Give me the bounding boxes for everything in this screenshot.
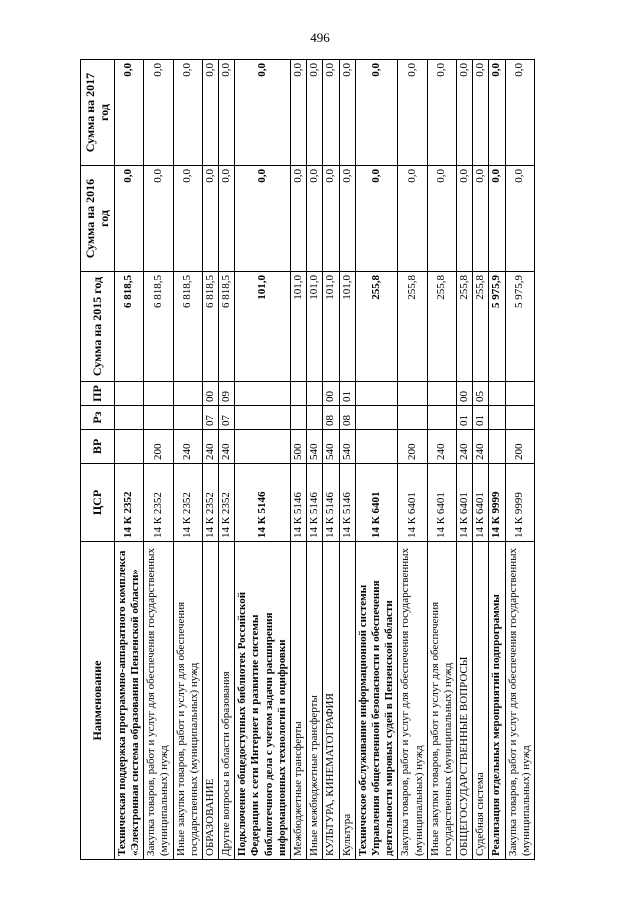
cell-sum-2016: 0,0: [489, 166, 505, 272]
cell-csr: 14 К 6401: [427, 464, 456, 542]
cell-sum-2017: 0,0: [235, 60, 291, 166]
cell-rz: 08: [339, 406, 355, 430]
header-pr: ПР: [81, 382, 115, 406]
cell-csr: 14 К 6401: [473, 464, 489, 542]
cell-sum-2016: 0,0: [114, 166, 143, 272]
cell-csr: 14 К 5146: [323, 464, 339, 542]
cell-sum-2017: 0,0: [339, 60, 355, 166]
cell-sum-2015: 101,0: [323, 272, 339, 382]
cell-sum-2015: 5 975,9: [489, 272, 505, 382]
cell-pr: 00: [457, 382, 473, 406]
cell-sum-2015: 255,8: [457, 272, 473, 382]
cell-sum-2017: 0,0: [398, 60, 427, 166]
table-row: [427, 60, 456, 860]
cell-rz: [398, 406, 427, 430]
cell-csr: 14 К 5146: [235, 464, 291, 542]
cell-pr: [291, 382, 307, 406]
cell-rz: 07: [202, 406, 218, 430]
cell-sum-2015: 6 818,5: [144, 272, 173, 382]
cell-rz: [144, 406, 173, 430]
cell-csr: 14 К 5146: [307, 464, 323, 542]
table-row: [202, 60, 218, 860]
cell-pr: [144, 382, 173, 406]
cell-csr: 14 К 9999: [505, 464, 534, 542]
cell-sum-2016: 0,0: [219, 166, 235, 272]
cell-pr: [355, 382, 398, 406]
cell-sum-2016: 0,0: [202, 166, 218, 272]
cell-rz: 01: [473, 406, 489, 430]
cell-rz: [235, 406, 291, 430]
cell-vr: [489, 430, 505, 464]
table-row: [114, 60, 143, 860]
table-row: [339, 60, 355, 860]
cell-sum-2016: 0,0: [505, 166, 534, 272]
cell-vr: 540: [323, 430, 339, 464]
cell-sum-2016: 0,0: [291, 166, 307, 272]
cell-rz: [489, 406, 505, 430]
table-row: [219, 60, 235, 860]
cell-pr: [505, 382, 534, 406]
cell-name: Межбюджетные трансферты: [291, 542, 307, 860]
cell-rz: [114, 406, 143, 430]
cell-name: Иные закупки товаров, работ и услуг для обеспечения государственных (муниципальных) нужд: [427, 542, 456, 860]
cell-sum-2016: 0,0: [355, 166, 398, 272]
table-header-row: [81, 60, 115, 860]
header-sum-2017: Сумма на 2017 год: [81, 60, 115, 166]
cell-vr: 540: [307, 430, 323, 464]
cell-name: Закупка товаров, работ и услуг для обеспечения государственных (муниципальных) нужд: [144, 542, 173, 860]
cell-csr: 14 К 2352: [219, 464, 235, 542]
cell-csr: 14 К 6401: [457, 464, 473, 542]
table-row: [457, 60, 473, 860]
cell-csr: 14 К 6401: [398, 464, 427, 542]
table-row: [473, 60, 489, 860]
cell-sum-2015: 101,0: [235, 272, 291, 382]
cell-vr: [235, 430, 291, 464]
cell-sum-2017: 0,0: [323, 60, 339, 166]
cell-sum-2017: 0,0: [307, 60, 323, 166]
table-body: [114, 60, 534, 860]
cell-sum-2016: 0,0: [398, 166, 427, 272]
cell-sum-2017: 0,0: [173, 60, 202, 166]
table-row: [489, 60, 505, 860]
cell-sum-2015: 255,8: [427, 272, 456, 382]
cell-sum-2017: 0,0: [489, 60, 505, 166]
cell-csr: 14 К 2352: [202, 464, 218, 542]
cell-sum-2016: 0,0: [339, 166, 355, 272]
cell-name: Иные закупки товаров, работ и услуг для обеспечения государственных (муниципальных) нужд: [173, 542, 202, 860]
cell-sum-2016: 0,0: [144, 166, 173, 272]
cell-vr: 240: [457, 430, 473, 464]
cell-vr: 240: [173, 430, 202, 464]
cell-vr: 200: [144, 430, 173, 464]
cell-vr: 240: [473, 430, 489, 464]
cell-vr: 240: [219, 430, 235, 464]
table-row: [291, 60, 307, 860]
cell-sum-2017: 0,0: [457, 60, 473, 166]
table-row: [355, 60, 398, 860]
page-number: 496: [310, 30, 330, 45]
cell-csr: 14 К 2352: [144, 464, 173, 542]
cell-csr: 14 К 9999: [489, 464, 505, 542]
cell-pr: [173, 382, 202, 406]
cell-name: КУЛЬТУРА, КИНЕМАТОГРАФИЯ: [323, 542, 339, 860]
cell-csr: 14 К 6401: [355, 464, 398, 542]
cell-name: ОБЩЕГОСУДАРСТВЕННЫЕ ВОПРОСЫ: [457, 542, 473, 860]
cell-sum-2015: 5 975,9: [505, 272, 534, 382]
cell-pr: [427, 382, 456, 406]
cell-name: Реализация отдельных мероприятий подпрограммы: [489, 542, 505, 860]
cell-vr: 200: [398, 430, 427, 464]
cell-vr: 200: [505, 430, 534, 464]
table-row: [323, 60, 339, 860]
cell-vr: 240: [427, 430, 456, 464]
cell-pr: 05: [473, 382, 489, 406]
cell-sum-2017: 0,0: [219, 60, 235, 166]
cell-sum-2015: 6 818,5: [219, 272, 235, 382]
cell-name: Судебная система: [473, 542, 489, 860]
cell-name: Другие вопросы в области образования: [219, 542, 235, 860]
cell-csr: 14 К 5146: [339, 464, 355, 542]
cell-sum-2017: 0,0: [355, 60, 398, 166]
cell-sum-2016: 0,0: [173, 166, 202, 272]
cell-pr: 00: [202, 382, 218, 406]
cell-sum-2016: 0,0: [307, 166, 323, 272]
cell-name: Техническое обслуживание информационной системы Управления общественной безопасности и обеспечения деятельности мировых судей в Пензенской области: [355, 542, 398, 860]
cell-sum-2015: 255,8: [473, 272, 489, 382]
cell-name: Культура: [339, 542, 355, 860]
cell-sum-2016: 0,0: [473, 166, 489, 272]
budget-table: [80, 59, 535, 860]
cell-name: Закупка товаров, работ и услуг для обеспечения государственных (муниципальных) нужд: [505, 542, 534, 860]
cell-pr: [235, 382, 291, 406]
cell-pr: [489, 382, 505, 406]
rotated-table-container: [80, 60, 640, 860]
cell-rz: [173, 406, 202, 430]
cell-vr: [355, 430, 398, 464]
cell-rz: 07: [219, 406, 235, 430]
cell-sum-2015: 101,0: [307, 272, 323, 382]
cell-vr: 540: [339, 430, 355, 464]
cell-pr: 01: [339, 382, 355, 406]
cell-sum-2016: 0,0: [457, 166, 473, 272]
table-row: [505, 60, 534, 860]
cell-vr: 500: [291, 430, 307, 464]
cell-sum-2016: 0,0: [427, 166, 456, 272]
header-name: Наименование: [81, 542, 115, 860]
cell-name: Подключение общедоступных библиотек Российской Федерации к сети Интернет и развитие системы библиотечного дела с учетом задачи расширения информационных технологий и оцифровки: [235, 542, 291, 860]
cell-sum-2016: 0,0: [323, 166, 339, 272]
cell-sum-2017: 0,0: [427, 60, 456, 166]
table-row: [307, 60, 323, 860]
cell-rz: 08: [323, 406, 339, 430]
cell-sum-2017: 0,0: [144, 60, 173, 166]
header-sum-2015: Сумма на 2015 год: [81, 272, 115, 382]
cell-rz: [307, 406, 323, 430]
cell-pr: [307, 382, 323, 406]
cell-rz: [291, 406, 307, 430]
cell-name: Иные межбюджетные трансферты: [307, 542, 323, 860]
table-row: [173, 60, 202, 860]
header-rz: Рз: [81, 406, 115, 430]
cell-pr: 00: [323, 382, 339, 406]
cell-sum-2015: 6 818,5: [114, 272, 143, 382]
cell-sum-2017: 0,0: [505, 60, 534, 166]
cell-vr: 240: [202, 430, 218, 464]
cell-sum-2015: 6 818,5: [202, 272, 218, 382]
cell-csr: 14 К 2352: [173, 464, 202, 542]
cell-name: ОБРАЗОВАНИЕ: [202, 542, 218, 860]
cell-name: Закупка товаров, работ и услуг для обеспечения государственных (муниципальных) нужд: [398, 542, 427, 860]
cell-name: Техническая поддержка программно-аппаратного комплекса «Электронная система образования Пензенской области»: [114, 542, 143, 860]
cell-sum-2017: 0,0: [291, 60, 307, 166]
cell-rz: 01: [457, 406, 473, 430]
cell-sum-2017: 0,0: [114, 60, 143, 166]
cell-sum-2015: 6 818,5: [173, 272, 202, 382]
cell-sum-2016: 0,0: [235, 166, 291, 272]
header-csr: ЦСР: [81, 464, 115, 542]
cell-sum-2015: 255,8: [355, 272, 398, 382]
cell-rz: [355, 406, 398, 430]
cell-sum-2015: 255,8: [398, 272, 427, 382]
cell-pr: [114, 382, 143, 406]
cell-pr: [398, 382, 427, 406]
cell-pr: 09: [219, 382, 235, 406]
cell-csr: 14 К 2352: [114, 464, 143, 542]
cell-csr: 14 К 5146: [291, 464, 307, 542]
cell-vr: [114, 430, 143, 464]
table-row: [398, 60, 427, 860]
table-row: [144, 60, 173, 860]
cell-sum-2015: 101,0: [339, 272, 355, 382]
cell-sum-2015: 101,0: [291, 272, 307, 382]
table-row: [235, 60, 291, 860]
cell-rz: [505, 406, 534, 430]
cell-rz: [427, 406, 456, 430]
cell-sum-2017: 0,0: [202, 60, 218, 166]
cell-sum-2017: 0,0: [473, 60, 489, 166]
header-sum-2016: Сумма на 2016 год: [81, 166, 115, 272]
header-vr: ВР: [81, 430, 115, 464]
